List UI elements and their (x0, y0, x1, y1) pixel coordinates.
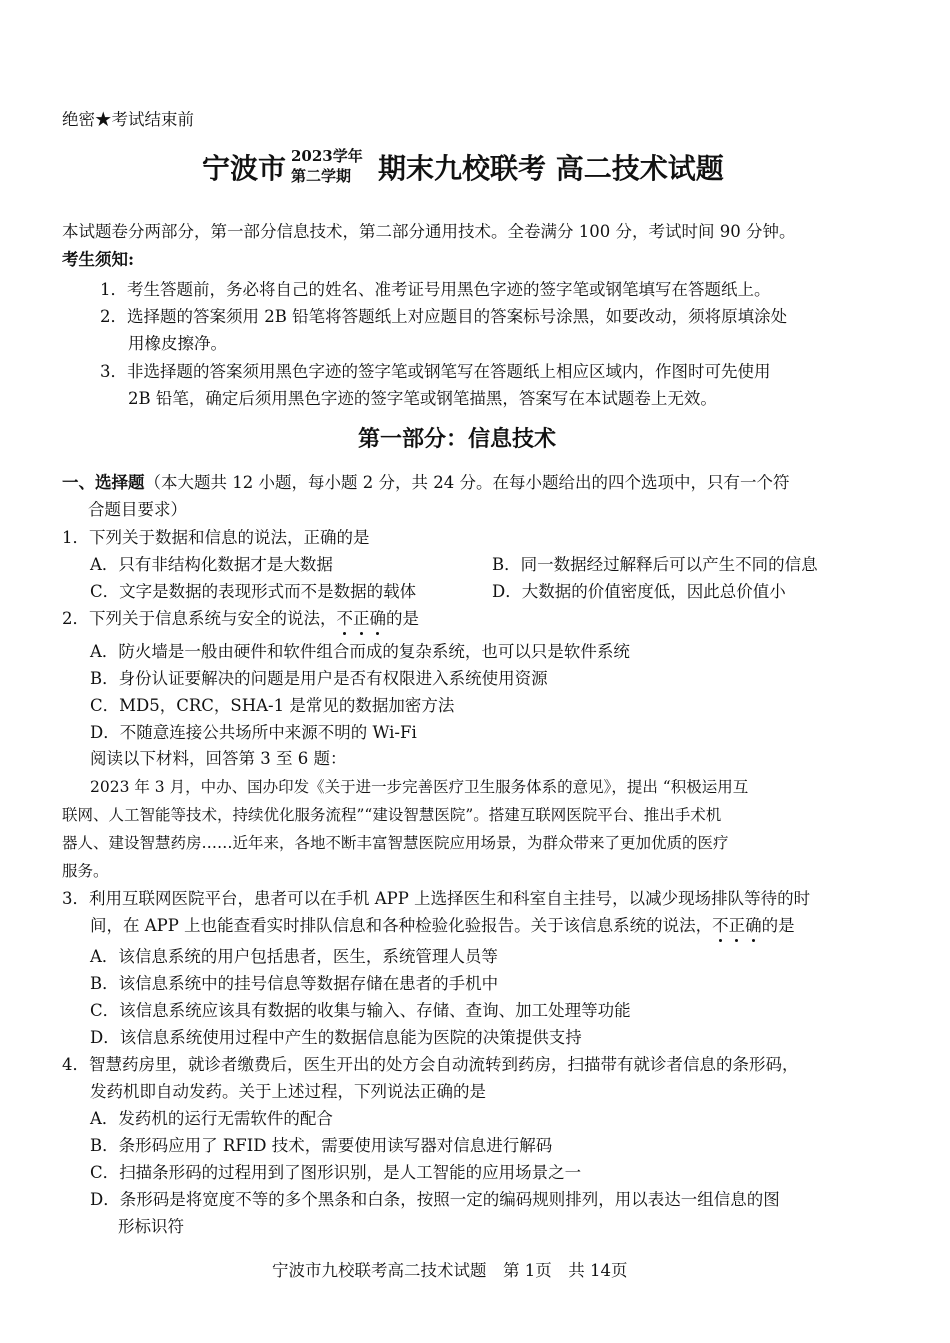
q2-stem (62, 609, 419, 629)
material-line-3: 器人、建设智慧药房……近年来，各地不断丰富智慧医院应用场景，为群众带来了更加优质的医疗 (62, 834, 729, 852)
notice-heading: 考生须知: (62, 250, 135, 269)
q3-option-c: C．该信息系统应该具有数据的收集与输入、存储、查询、加工处理等功能 (90, 1001, 631, 1020)
q4-option-d: D．条形码是将宽度不等的多个黑条和白条，按照一定的编码规则排列，用以表达一组信息的图 (90, 1190, 780, 1209)
q4-stem-1: 4．智慧药房里，就诊者缴费后，医生开出的处方会自动流转到药房，扫描带有就诊者信息的条形码， (62, 1055, 799, 1074)
notice-item-2-cont: 用橡皮擦净。 (128, 334, 227, 353)
q4-option-a: A．发药机的运行无需软件的配合 (90, 1109, 333, 1128)
notice-item-2: 2．选择题的答案须用 2B 铅笔将答题纸上对应题目的答案标号涂黑，如要改动，须将原填涂处 (100, 307, 788, 326)
reading-prompt: 阅读以下材料，回答第 3 至 6 题： (90, 749, 347, 768)
emphasis-char: 正 (353, 609, 370, 628)
notice-item-3-cont: 2B 铅笔，确定后须用黑色字迹的签字笔或钢笔描黑，答案写在本试题卷上无效。 (128, 389, 717, 408)
q4-stem-2: 发药机即自动发药。关于上述过程，下列说法正确的是 (90, 1082, 486, 1101)
q1-option-c: C．文字是数据的表现形式而不是数据的载体 (90, 582, 417, 601)
material-line-2: 联网、人工智能等技术，持续优化服务流程”“建设智慧医院”。搭建互联网医院平台、推出手术机 (62, 806, 722, 824)
emphasis-char: 不 (336, 609, 353, 628)
notice-item-3: 3．非选择题的答案须用黑色字迹的签字笔或钢笔写在答题纸上相应区域内，作图时可先使用 (100, 362, 771, 381)
section-title: 一、选择题 (62, 473, 145, 492)
q2-option-d: D．不随意连接公共场所中来源不明的 Wi-Fi (90, 723, 417, 742)
material-line-4: 服务。 (62, 862, 109, 880)
q2-stem-end: 的是 (386, 609, 419, 628)
section-intro (62, 473, 789, 493)
title-year: 2023学年 (291, 147, 363, 165)
section-desc-cont: 合题目要求） (88, 500, 187, 519)
q3-stem-1: 3．利用互联网医院平台，患者可以在手机 APP 上选择医生和科室自主挂号，以减少现场排队等待的时 (62, 889, 811, 908)
title-term: 第二学期 (291, 167, 352, 185)
q4-option-b: B．条形码应用了 RFID 技术，需要使用读写器对信息进行解码 (90, 1136, 553, 1155)
q3-stem-text: 间，在 APP 上也能查看实时排队信息和各种检验化验报告。关于该信息系统的说法， (90, 916, 713, 935)
title-rest: 期末九校联考 高二技术试题 (378, 152, 724, 185)
intro-text: 本试题卷分两部分，第一部分信息技术，第二部分通用技术。全卷满分 100 分，考试时间 90 分钟。 (62, 222, 796, 241)
notice-item-1: 1．考生答题前，务必将自己的姓名、准考证号用黑色字迹的签字笔或钢笔填写在答题纸上。 (100, 280, 771, 299)
section-desc: （本大题共 12 小题，每小题 2 分，共 24 分。在每小题给出的四个选项中，只有一个符 (144, 473, 790, 492)
part1-heading: 第一部分：信息技术 (358, 426, 557, 452)
q4-option-c: C．扫描条形码的过程用到了图形识别，是人工智能的应用场景之一 (90, 1163, 582, 1182)
emphasis-char: 正 (728, 916, 746, 935)
q4-option-d-cont: 形标识符 (118, 1217, 184, 1236)
page-footer: 宁波市九校联考高二技术试题 第 1页 共 14页 (272, 1261, 628, 1280)
title-city: 宁波市 (202, 152, 287, 185)
q3-option-a: A．该信息系统的用户包括患者，医生，系统管理人员等 (90, 947, 498, 966)
q1-option-d: D．大数据的价值密度低，因此总价值小 (492, 582, 786, 601)
q2-option-a: A．防火墙是一般由硬件和软件组合而成的复杂系统，也可以只是软件系统 (90, 642, 630, 661)
q3-stem-end: 的是 (761, 916, 795, 935)
q3-stem-2 (90, 916, 795, 936)
q2-stem-text: 2．下列关于信息系统与安全的说法， (62, 609, 337, 628)
q3-option-b: B．该信息系统中的挂号信息等数据存储在患者的手机中 (90, 974, 499, 993)
confidential-label: 绝密★考试结束前 (62, 110, 194, 129)
q1-option-a: A．只有非结构化数据才是大数据 (90, 555, 333, 574)
q1-option-b: B．同一数据经过解释后可以产生不同的信息 (492, 555, 818, 574)
q2-option-c: C．MD5，CRC，SHA-1 是常见的数据加密方法 (90, 696, 455, 715)
material-line-1: 2023 年 3 月，中办、国办印发《关于进一步完善医疗卫生服务体系的意见》，提出 “积极运用互 (90, 778, 749, 796)
q3-option-d: D．该信息系统使用过程中产生的数据信息能为医院的决策提供支持 (90, 1028, 582, 1047)
emphasis-char: 确 (369, 609, 386, 628)
emphasis-char: 确 (745, 916, 762, 935)
q2-option-b: B．身份认证要解决的问题是用户是否有权限进入系统使用资源 (90, 669, 548, 688)
emphasis-char: 不 (712, 916, 729, 935)
q1-stem: 1．下列关于数据和信息的说法，正确的是 (62, 528, 370, 547)
